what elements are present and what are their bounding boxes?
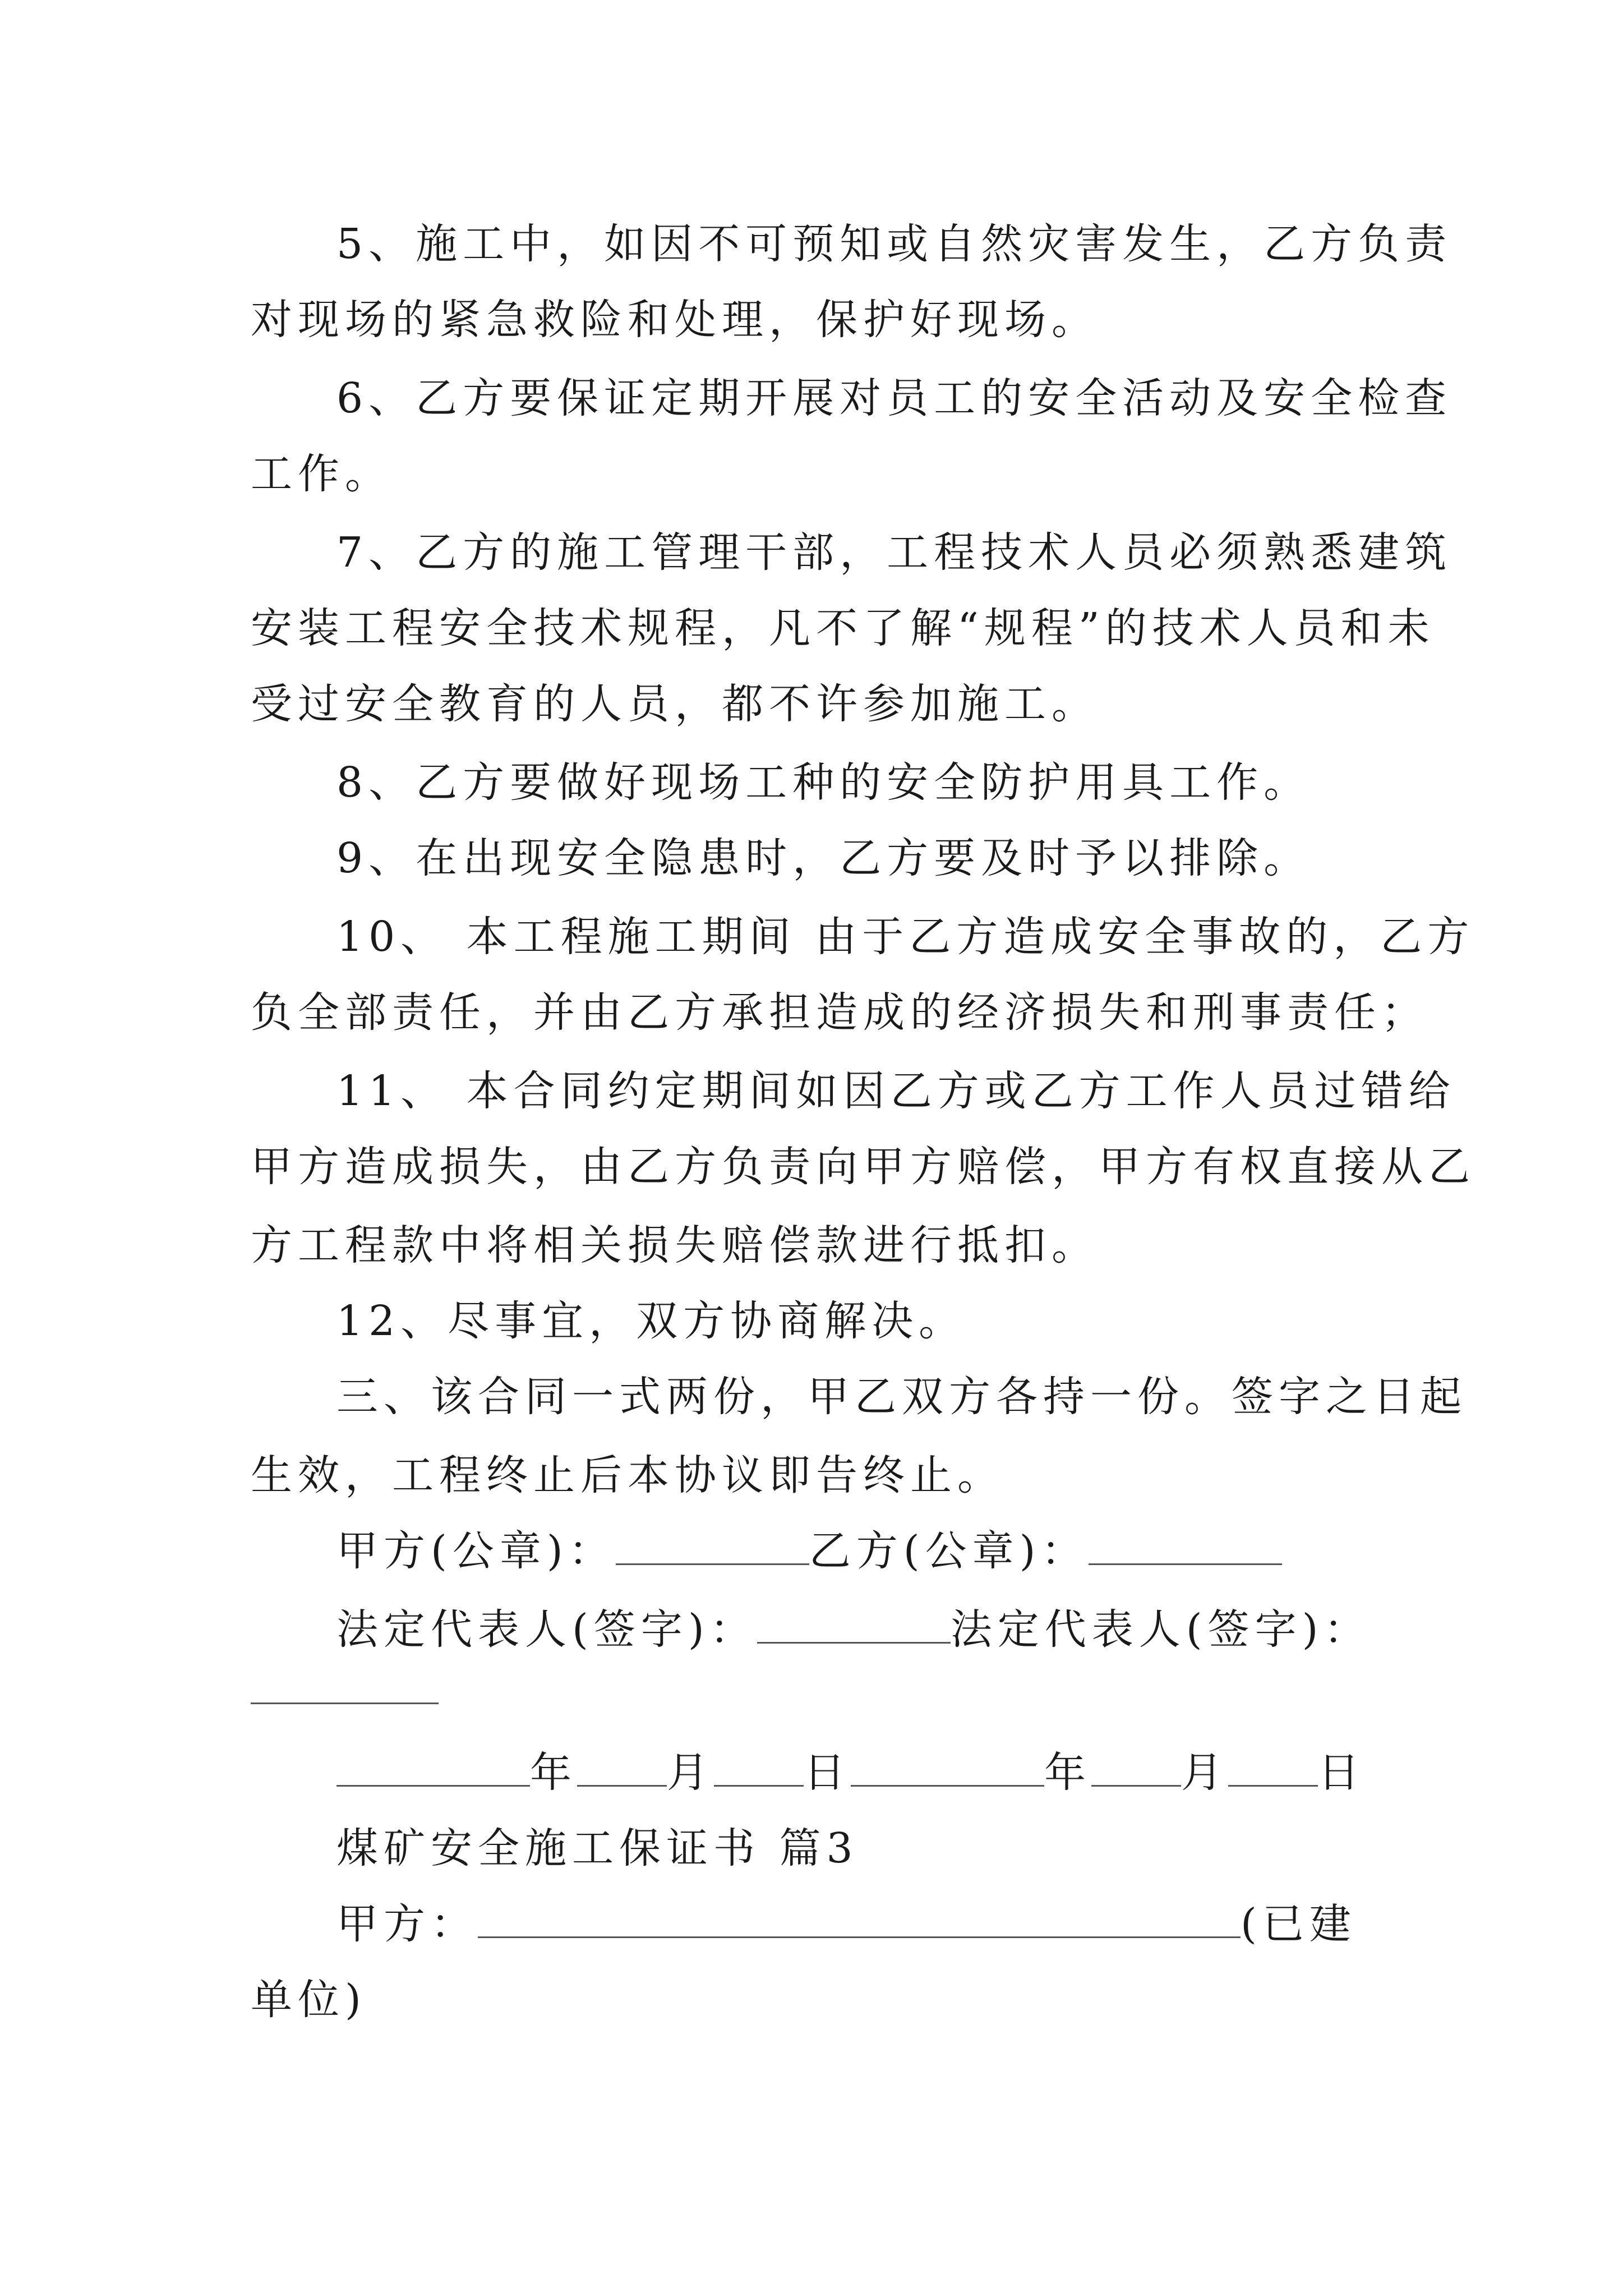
rep-a-blank[interactable] bbox=[757, 1608, 951, 1644]
party-a-blank[interactable] bbox=[478, 1903, 1241, 1938]
paragraph-line: 受过安全教育的人员，都不许参加施工。 bbox=[251, 680, 1099, 728]
paragraph-line: 11、 本合同约定期间如因乙方或乙方工作人员过错给 bbox=[336, 1067, 1456, 1115]
year-b-blank[interactable] bbox=[851, 1751, 1044, 1787]
paragraph-line: 6、乙方要保证定期开展对员工的安全活动及安全检查 bbox=[336, 374, 1453, 422]
month-b-label: 月 bbox=[1181, 1749, 1228, 1797]
party-a-seal-blank[interactable] bbox=[616, 1530, 809, 1565]
paragraph-line: 负全部责任，并由乙方承担造成的经济损失和刑事责任； bbox=[251, 988, 1428, 1037]
paragraph-line: 9、在出现安全隐患时，乙方要及时予以排除。 bbox=[336, 834, 1311, 882]
year-b-label: 年 bbox=[1044, 1749, 1091, 1797]
day-a-label: 日 bbox=[804, 1749, 851, 1797]
paragraph-line: 三、该合同一式两份，甲乙双方各持一份。签字之日起 bbox=[336, 1373, 1467, 1421]
party-b-seal-label: 乙方(公章)： bbox=[809, 1527, 1089, 1575]
paragraph-line: 10、 本工程施工期间 由于乙方造成安全事故的，乙方 bbox=[336, 913, 1475, 961]
party-a-line bbox=[336, 1896, 1357, 1952]
party-a-suffix-continued: 单位) bbox=[251, 1976, 367, 2024]
paragraph-line: 安装工程安全技术规程，凡不了解“规程”的技术人员和未 bbox=[251, 604, 1435, 652]
month-a-label: 月 bbox=[667, 1749, 714, 1797]
party-a-seal-label: 甲方(公章)： bbox=[336, 1527, 616, 1575]
paragraph-line: 对现场的紧急救险和处理，保护好现场。 bbox=[251, 296, 1099, 344]
paragraph-line: 7、乙方的施工管理干部，工程技术人员必须熟悉建筑 bbox=[336, 528, 1453, 577]
day-b-blank[interactable] bbox=[1228, 1751, 1318, 1787]
day-b-label: 日 bbox=[1318, 1749, 1365, 1797]
date-line bbox=[336, 1745, 1365, 1801]
paragraph-line: 5、施工中，如因不可预知或自然灾害发生，乙方负责 bbox=[336, 220, 1453, 268]
rep-a-label: 法定代表人(签字)： bbox=[336, 1605, 757, 1654]
paragraph-line: 12、尽事宜，双方协商解决。 bbox=[336, 1297, 966, 1345]
section-title: 煤矿安全施工保证书 篇3 bbox=[336, 1824, 859, 1872]
party-a-suffix: (已建 bbox=[1241, 1900, 1357, 1948]
party-b-seal-blank[interactable] bbox=[1089, 1530, 1282, 1565]
month-b-blank[interactable] bbox=[1091, 1751, 1181, 1787]
representative-line bbox=[336, 1602, 1371, 1658]
paragraph-line: 生效，工程终止后本协议即告终止。 bbox=[251, 1451, 1004, 1499]
day-a-blank[interactable] bbox=[714, 1751, 804, 1787]
paragraph-line: 方工程款中将相关损失赔偿款进行抵扣。 bbox=[251, 1221, 1099, 1269]
seal-line bbox=[336, 1523, 1282, 1579]
paragraph-line: 甲方造成损失，由乙方负责向甲方赔偿，甲方有权直接从乙 bbox=[251, 1143, 1476, 1191]
rep-b-label: 法定代表人(签字)： bbox=[950, 1605, 1371, 1654]
year-a-blank[interactable] bbox=[336, 1751, 530, 1787]
party-a-label: 甲方： bbox=[336, 1900, 478, 1948]
month-a-blank[interactable] bbox=[577, 1751, 667, 1787]
paragraph-line: 工作。 bbox=[251, 450, 392, 498]
paragraph-line: 8、乙方要做好现场工种的安全防护用具工作。 bbox=[336, 758, 1311, 807]
year-a-label: 年 bbox=[530, 1749, 577, 1797]
rep-b-blank[interactable] bbox=[251, 1703, 439, 1704]
